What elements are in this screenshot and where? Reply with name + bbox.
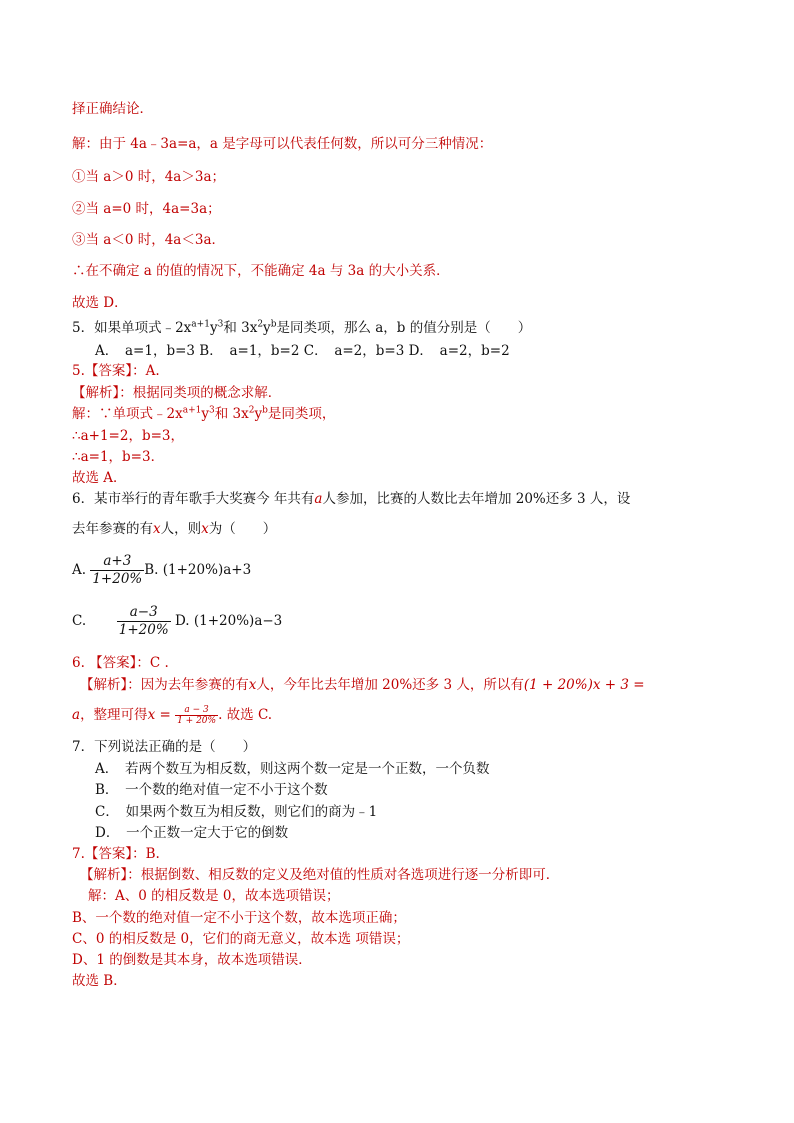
text-span: y [201,406,209,422]
text-line: ③当 a＜0 时，4a＜3a． [72,232,225,248]
text-line: ∴a+1=2，b=3， [72,428,184,444]
superscript: 2 [248,405,255,416]
question-5-stem [72,319,531,337]
fraction-denominator: 1 + 20% [177,716,217,726]
text-span: y [263,320,271,336]
question-7-option-c: C． 如果两个数互为相反数，则它们的商为﹣1 [95,804,378,820]
text-line: ②当 a=0 时，4a=3a； [72,201,221,217]
text-span: 是同类项， [267,406,336,422]
variable: a [314,491,323,507]
text-line: ∴在不确定 a 的值的情况下，不能确定 4a 与 3a 的大小关系． [72,263,450,279]
text-span: 【解析】：因为去年参赛的有 [80,677,249,693]
superscript: b [270,319,277,330]
question-6-analysis [80,676,645,694]
text-span: ，整理可得 [80,707,148,723]
question-7-stem: 7．下列说法正确的是（ ） [72,739,257,755]
fraction-numerator: a − 3 [175,705,218,716]
question-6-stem-line1 [72,490,630,508]
question-7-option-d: D． 一个正数一定大于它的倒数 [95,825,289,841]
text-line: B、一个数的绝对值一定不小于这个数，故本选项正确； [72,910,406,926]
text-line: 解：由于 4a﹣3a=a，a 是字母可以代表任何数，所以可分三种情况： [72,136,493,152]
question-5-analysis: 【解析】：根据同类项的概念求解． [72,385,282,401]
question-6-analysis-line2 [72,703,272,727]
option-label: A. [72,562,87,578]
text-line: D、1 的倒数是其本身，故本选项错误． [72,952,312,968]
text-line: 故选 A． [72,470,127,486]
fraction-option-a [90,553,144,588]
text-span: 解：∵单项式﹣2x [72,406,183,422]
fraction-numerator: a−3 [117,604,171,622]
text-line: 故选 D． [72,295,128,311]
text-line: ①当 a＞0 时，4a＞3a； [72,169,225,185]
superscript: a+1 [182,405,202,416]
text-span: 和 3x [214,406,249,422]
fraction-denominator: 1+20% [118,622,169,638]
text-line: ∴a=1，b=3． [72,449,165,465]
question-7-answer: 7.【答案】：B. [72,846,160,862]
text-line: 择正确结论． [72,101,153,117]
option-b: B. (1+20%)a+3 [144,562,252,578]
variable: x [201,521,209,537]
text-span: 和 3x [223,320,258,336]
superscript: 3 [217,319,224,330]
option-d: D. (1+20%)a−3 [174,613,283,629]
fraction-solution [175,705,218,726]
variable: x [153,521,161,537]
fraction-option-c [117,604,171,639]
text-span: . 故选 C. [218,707,273,723]
text-span: y [209,320,218,336]
text-span: 人参加，比赛的人数比去年增加 20%还多 3 人，设 [322,491,631,507]
text-span: 人，则 [160,521,202,537]
text-line: 故选 B． [72,973,127,989]
text-span: 去年参赛的有 [72,521,153,537]
variable: a [72,707,81,723]
text-line: 解：A、0 的相反数是 0，故本选项错误； [88,888,340,904]
fraction-denominator: 1+20% [92,571,143,587]
variable: x = [147,707,171,723]
question-6-options-ab [72,552,251,588]
superscript: b [262,405,268,416]
text-span: 人，今年比去年增加 20%还多 3 人，所以有 [256,677,524,693]
question-7-option-b: B． 一个数的绝对值一定不小于这个数 [95,782,328,798]
question-6-answer: 6. 【答案】：C . [72,655,169,671]
superscript: 2 [257,319,264,330]
question-7-analysis: 【解析】：根据倒数、相反数的定义及绝对值的性质对各选项进行逐一分析即可． [80,867,560,883]
text-span: 为（ ） [208,521,277,537]
question-5-solution [72,405,335,423]
fraction-numerator: a+3 [90,553,144,571]
question-5-options: A． a=1，b=3 B． a=1，b=2 C． a=2，b=3 D． a=2，b=2 [95,343,510,359]
text-span: 是同类项，那么 a，b 的值分别是（ ） [276,320,532,336]
superscript: 3 [208,405,215,416]
question-6-stem-line2 [72,520,276,538]
text-span: 6．某市举行的青年歌手大奖赛今 年共有 [72,491,315,507]
option-label: C. [72,613,87,629]
text-span: y [254,406,263,422]
question-5-answer: 5.【答案】：A. [72,363,160,379]
question-6-options-cd [72,603,282,639]
text-line: C、0 的相反数是 0，它们的商无意义，故本选 项错误； [72,931,410,947]
superscript: a+1 [191,319,210,330]
question-7-option-a: A． 若两个数互为相反数，则这两个数一定是一个正数，一个负数 [95,761,490,777]
variable: x [248,677,257,693]
equation: (1 + 20%)x + 3 = [523,677,645,693]
text-span: 5．如果单项式﹣2x [72,320,192,336]
